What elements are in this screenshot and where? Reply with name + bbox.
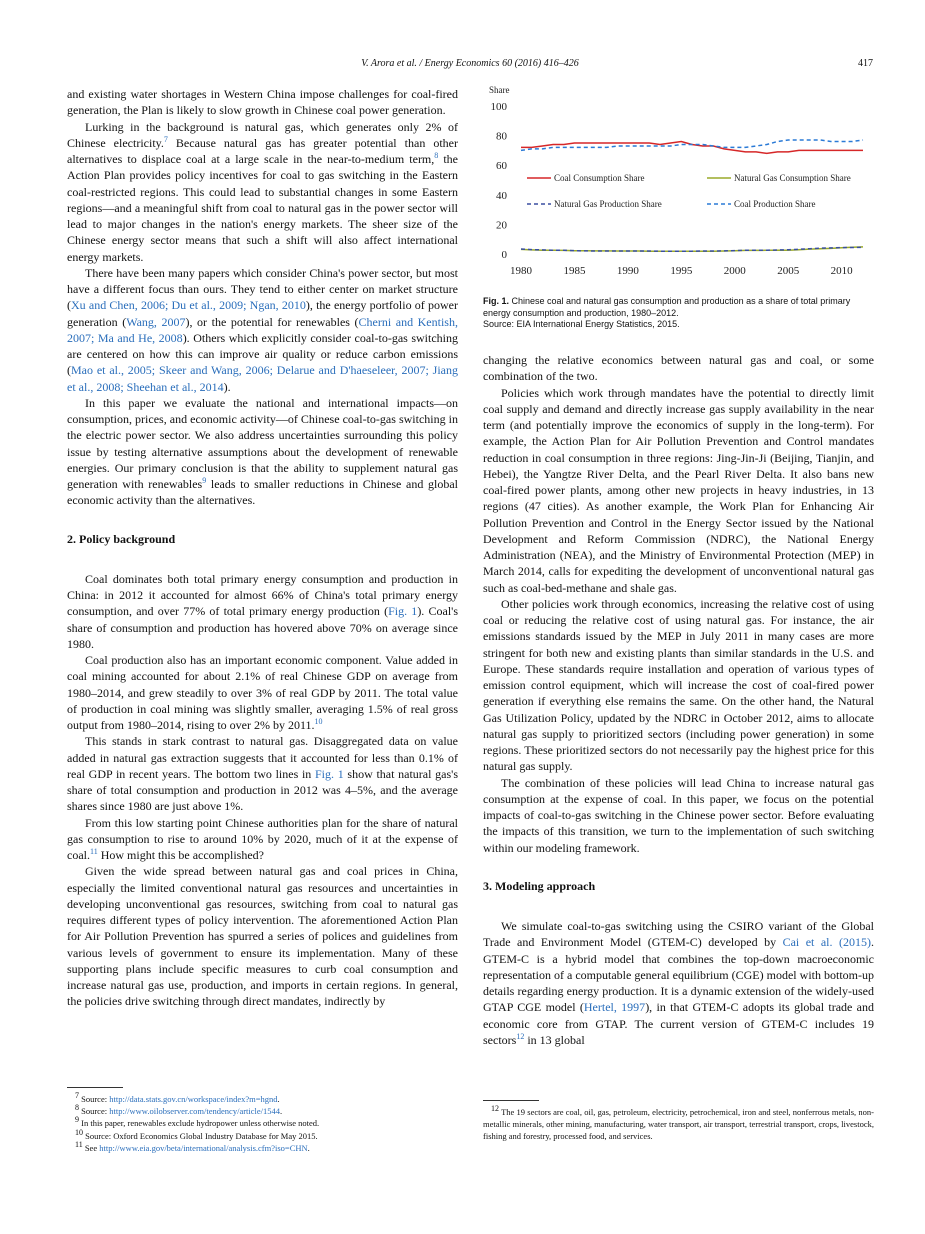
section-heading: 2. Policy background: [67, 531, 176, 546]
footnote-marker[interactable]: 10: [314, 717, 323, 726]
footnote: $^9$ In this paper, renewables exclude hydropower unless otherwise noted.: [75, 1115, 320, 1129]
paragraph: We simulate coal-to-gas switching using the CSIRO variant of the Global Trade and Environment Model (GTEM-C) developed by Cai et al. (2015). GTEM-C is a hybrid model that combines the top-down macroeconomic representation of a computable general equilibrium (CGE) model with bottom-up details regarding energy production. It is a dynamic extension of the widely-used GTAP CGE model (Hertel, 1997), in that GTEM-C adopts its global trade and economic core from GTAP. The current version of GTEM-C includes 19 sectors$^{12}$ in 13 global: [483, 919, 875, 1047]
citation-link[interactable]: Cai et al. (2015): [782, 935, 871, 950]
footnote-rule: [483, 1100, 539, 1101]
right-column: [483, 352, 874, 1048]
paragraph: The combination of these policies will lead China to increase natural gas consumption at the expense of coal. In this paper, we focus on the potential impacts of coal-to-gas switching in the Chinese power sector. Before evaluating the impacts of this transition, we turn to the implementation of such switching within our modeling framework.: [483, 775, 874, 855]
paragraph: and existing water shortages in Western China impose challenges for coal-fired generation, the Plan is likely to slow growth in Chinese coal power generation.: [67, 87, 458, 118]
y-tick-label: 40: [496, 189, 507, 202]
paragraph: Coal production also has an important economic component. Value added in coal mining accounted for about 2.1% of real Chinese GDP on average from 1980–2014, and grew steadily to over 3% of real GDP by 2011. The total value of production in coal mining was slightly smaller, averaging 1.5% of real gross output from 1980–2014, rising to over 2% by 2011.10: [67, 653, 458, 732]
footnote-marker[interactable]: 11: [90, 847, 98, 856]
y-tick-label: 60: [496, 160, 507, 173]
footnote-marker[interactable]: 12: [516, 1031, 525, 1041]
footnotes-left: [67, 1087, 458, 1154]
footnote: $^{12}$ The 19 sectors are coal, oil, gas, petroleum, electricity, petrochemical, iron and steel, nonferrous metals, non-metallic minerals, other mining, manufacturing, water transport, air transport, terrestrial transport, crops, livestock, fishing and forestry, processed food, and services.: [483, 1104, 874, 1142]
figure-link[interactable]: Fig. 1: [388, 604, 418, 619]
x-tick-label: 2005: [777, 265, 800, 277]
footnote-link[interactable]: http://www.eia.gov/beta/international/analysis.cfm?iso=CHN: [99, 1142, 308, 1153]
running-header: [67, 58, 873, 72]
paragraph: Other policies work through economics, increasing the relative cost of using coal or reducing the relative cost of using natural gas. For instance, the air emissions standards issued by the MEP in July 2011 in many cases are more stringent for both new and existing plants than similar standards in the U.S. and Europe. These standards require installation and operation of various types of emission control equipment, which will increase the cost of coal-fired power generation if everything else remains the same. On the other hand, the Natural Gas Utilization Policy, updated by the NDRC in October 2012, aims to allocate natural gas supply to prioritized sectors (including power generation) in some regions. These prioritized sectors do not necessarily pay the highest price for this natural gas supply.: [483, 596, 874, 774]
footnote: $^{10}$ Source: Oxford Economics Global Industry Database for May 2015.: [75, 1127, 318, 1141]
footnote-link[interactable]: http://www.oilobserver.com/tendency/article/1544: [109, 1106, 281, 1117]
citation-link[interactable]: Mao et al., 2005; Skeer and Wang, 2006; Delarue and D'haeseleer, 2007; Jiang et al., 2008; Sheehan et al., 2014: [67, 363, 458, 394]
citation-link[interactable]: Hertel, 1997: [583, 1000, 646, 1015]
journal-citation: V. Arora et al. / Energy Economics 60 (2016) 416–426: [361, 58, 579, 69]
x-tick-label: 1995: [670, 265, 693, 277]
paragraph: Coal dominates both total primary energy consumption and production in China: in 2012 it accounted for almost 66% of China's total primary energy consumption, and over 77% of total primary energy production (Fig. 1). Coal's share of consumption and production has hovered above 70% on average since 1980.: [67, 571, 458, 651]
paragraph: changing the relative economics between natural gas and coal, or some combination of the two.: [483, 353, 874, 384]
x-tick-label: 1990: [616, 265, 639, 277]
left-column: [67, 86, 458, 1010]
y-tick-label: 80: [496, 130, 507, 143]
footnote: $^7$ Source: http://data.stats.gov.cn/workspace/index?m=hgnd.: [75, 1091, 280, 1104]
series-line-natural-gas-production-share: [521, 247, 863, 251]
paragraph: There have been many papers which consider China's power sector, but most have a different focus than ours. They tend to either center on market structure (Xu and Chen, 2006; Du et al., 2009; Ngan, 2010), the energy portfolio of power generation (Wang, 2007), or the potential for renewables (Cherni and Kentish, 2007; Ma and He, 2008). Others which explicitly consider coal-to-gas switching are centered on how this can improve air quality or reduce carbon emissions (Mao et al., 2005; Skeer and Wang, 2006; Delarue and D'haeseleer, 2007; Jiang et al., 2008; Sheehan et al., 2014).: [67, 265, 458, 394]
legend-label: Natural Gas Production Share: [554, 199, 662, 209]
footnote-marker[interactable]: 9: [202, 476, 207, 485]
paragraph: Given the wide spread between natural gas and coal prices in China, especially the limited conventional natural gas resources and uncertainties in developing unconventional gas resources, switching from coal to natural gas requires different types of policy intervention. The aforementioned Action Plan for Air Pollution Prevention has spurred a series of polices and guidelines from various levels of government to ensure its implementation. Many of these supporting plans include specific measures to curb coal consumption and increase natural gas use, production, and imports in certain regions. In general, the policies drive switching through direct mandates, indirectly by: [67, 864, 458, 1009]
paragraph: Lurking in the background is natural gas, which generates only 2% of Chinese electricity.$^7$ Because natural gas has greater potential than other alternatives to displace coal at a large scale in the near-to-medium term,$^8$ the Action Plan provides policy incentives for coal to gas switching in the Eastern coal-restricted regions. This could lead to substantial changes in some Eastern regions—and a meaningful shift from coal to natural gas in the power sector will lead to major changes in the nation's energy markets. The sheer size of the Chinese energy sector means that such a shift will also affect international energy markets.: [67, 119, 458, 264]
series-line-coal-production-share: [521, 140, 863, 150]
figure-caption: Fig. 1. Chinese coal and natural gas consumption and production as a share of total primary energy consumption and production, 1980–2012. Source: EIA International Energy Statistics, 2015.: [483, 296, 851, 329]
line-chart: [483, 84, 874, 289]
paragraph: Policies which work through mandates have the potential to directly limit coal supply and demand and directly increase gas supply availability in the near term (and potentially improve the economics of supply in the long-term). For example, the Action Plan for Air Pollution Prevention and Control mandates reduction in coal consumption in three regions: Jing-Jin-Ji (Beijing, Tianjin, and Hebei), the Yangtze River Delta, and the Pearl River Delta. It also bans new coal-fired power plants, among other new projects in heavy industries, in 13 regions (47 cities). As another example, the Work Plan for Enhancing Air Pollution Prevention and Control in the Energy Sector issued by the National Development and Reform Commission (NDRC), the National Energy Administration (NEA), and the Ministry of Environmental Protection (MEP) in March 2014, calls for expediting the development of unconventional natural gas such as coal-bed-methane and shale gas.: [483, 385, 874, 595]
y-tick-label: 100: [490, 101, 507, 113]
figure-1: [483, 84, 874, 289]
legend-label: Natural Gas Consumption Share: [734, 173, 851, 183]
footnote-marker[interactable]: 7: [163, 134, 168, 144]
footnote-rule: [67, 1087, 123, 1088]
x-tick-label: 2000: [723, 265, 746, 277]
figure-link[interactable]: Fig. 1: [314, 766, 344, 781]
footnote: $^8$ Source: http://www.oilobserver.com/tendency/article/1544.: [75, 1103, 283, 1117]
citation-link[interactable]: Xu and Chen, 2006; Du et al., 2009; Ngan, 2010: [71, 298, 306, 313]
x-tick-label: 2010: [830, 265, 853, 277]
paragraph: This stands in stark contrast to natural gas. Disaggregated data on value added in natural gas extraction suggests that it accounted for less than 0.1% of real GDP in recent years. The bottom two lines in Fig. 1 show that natural gas's share of total consumption and production in 2012 was 4–5%, and the average shares since 1980 are just above 1%.: [67, 734, 458, 814]
citation-link[interactable]: Wang, 2007: [126, 314, 186, 329]
paragraph: From this low starting point Chinese authorities plan for the share of natural gas consumption to rise to around 10% by 2020, much of it at the expense of coal.$^{11}$ How might this be accomplished?: [67, 815, 458, 862]
x-tick-label: 1985: [563, 265, 586, 277]
x-tick-label: 1980: [510, 265, 532, 277]
figure-source: Source: EIA International Energy Statistics, 2015.: [483, 319, 680, 329]
page-number: 417: [858, 58, 873, 69]
y-axis-label: Share: [489, 85, 510, 95]
y-tick-label: 20: [496, 219, 507, 232]
legend-label: Coal Consumption Share: [554, 173, 645, 183]
citation-link[interactable]: Cherni and Kentish, 2007; Ma and He, 2008: [67, 314, 458, 345]
figure-label: Fig. 1.: [483, 296, 510, 306]
y-tick-label: 0: [501, 249, 507, 261]
paragraph: In this paper we evaluate the national and international impacts—on consumption, prices, and economic activity—of Chinese coal-to-gas switching in the electric power sector. We also address uncertainties surrounding this policy issue by testing alternative assumptions about the development of renewable energies. Our primary conclusion is that the ability to supplement natural gas generation with renewables$^9$ leads to smaller reductions in Chinese and global economic activity than the alternatives.: [67, 395, 458, 508]
section-heading: 3. Modeling approach: [483, 878, 596, 893]
footnote: $^{11}$ See http://www.eia.gov/beta/international/analysis.cfm?iso=CHN.: [75, 1139, 310, 1153]
legend-label: Coal Production Share: [734, 199, 816, 209]
footnote-link[interactable]: http://data.stats.gov.cn/workspace/index?m=hgnd: [109, 1094, 278, 1104]
footnotes-right: [483, 1100, 874, 1143]
footnote-marker[interactable]: 8: [434, 151, 439, 160]
